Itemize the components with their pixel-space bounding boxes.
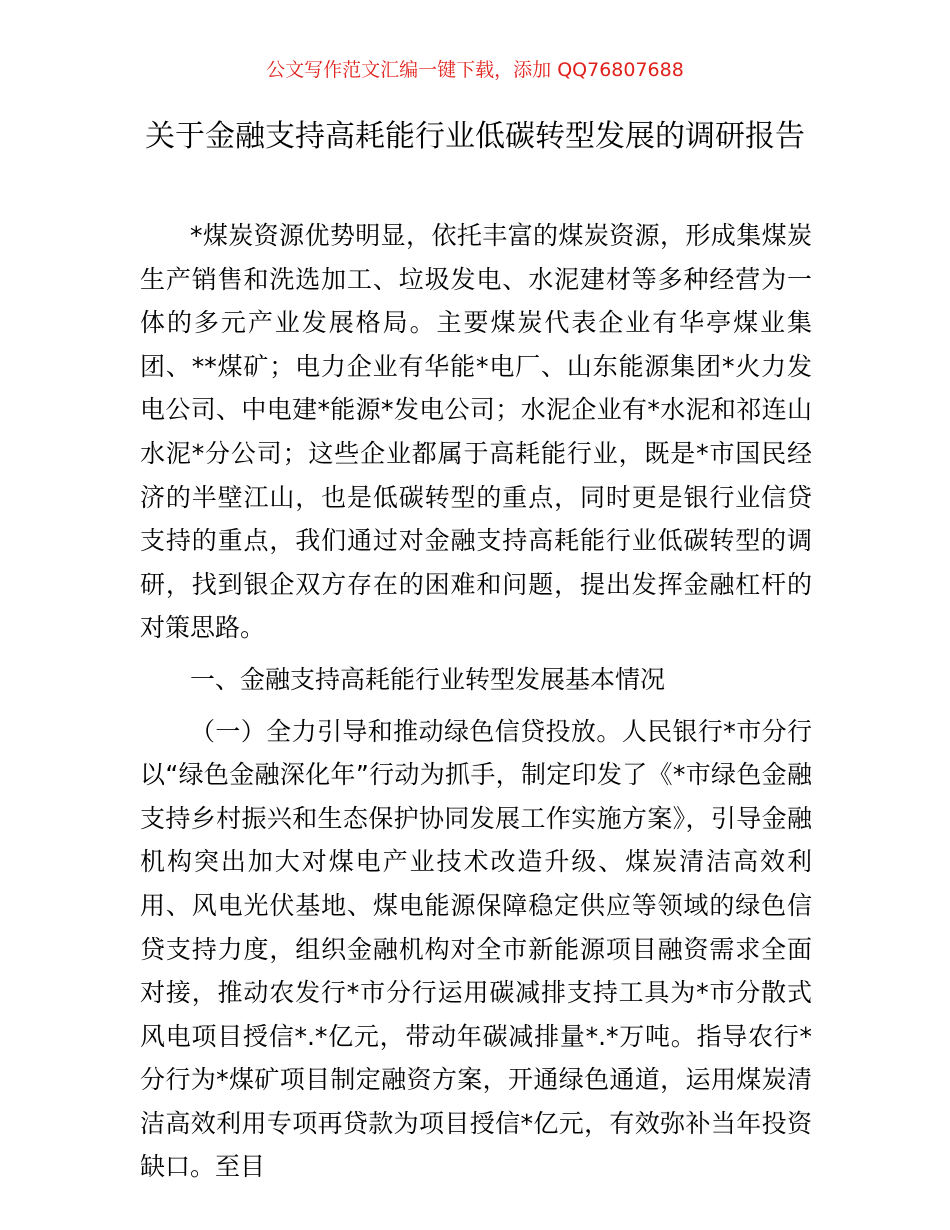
document-title: 关于金融支持高耗能行业低碳转型发展的调研报告 — [145, 119, 805, 154]
download-notice: 公文写作范文汇编一键下载，添加 QQ76807688 — [266, 59, 684, 81]
document-body — [140, 214, 812, 1189]
intro-paragraph: *煤炭资源优势明显，依托丰富的煤炭资源，形成集煤炭生产销售和洗选加工、垃圾发电、水泥建材等多种经营为一体的多元产业发展格局。主要煤炭代表企业有华亭煤业集团、**煤矿；电力企业有华能*电厂、山东能源集团*火力发电公司、中电建*能源*发电公司；水泥企业有*水泥和祁连山水泥*分公司；这些企业都属于高耗能行业，既是*市国民经济的半壁江山，也是低碳转型的重点，同时更是银行业信贷支持的重点，我们通过对金融支持高耗能行业低碳转型的调研，找到银企双方存在的困难和问题，提出发挥金融杠杆的对策思路。 — [140, 221, 812, 643]
section-heading: 一、金融支持高耗能行业转型发展基本情况 — [190, 664, 666, 694]
subsection-paragraph: （一）全力引导和推动绿色信贷投放。人民银行*市分行以“绿色金融深化年”行动为抓手，制定印发了《*市绿色金融支持乡村振兴和生态保护协同发展工作实施方案》，引导金融机构突出加大对煤电产业技术改造升级、煤炭清洁高效利用、风电光伏基地、煤电能源保障稳定供应等领域的绿色信贷支持力度，组织金融机构对全市新能源项目融资需求全面对接，推动农发行*市分行运用碳减排支持工具为*市分散式风电项目授信*.*亿元，带动年碳减排量*.*万吨。指导农行*分行为*煤矿项目制定融资方案，开通绿色通道，运用煤炭清洁高效利用专项再贷款为项目授信*亿元，有效弥补当年投资缺口。至目 — [140, 716, 812, 1182]
